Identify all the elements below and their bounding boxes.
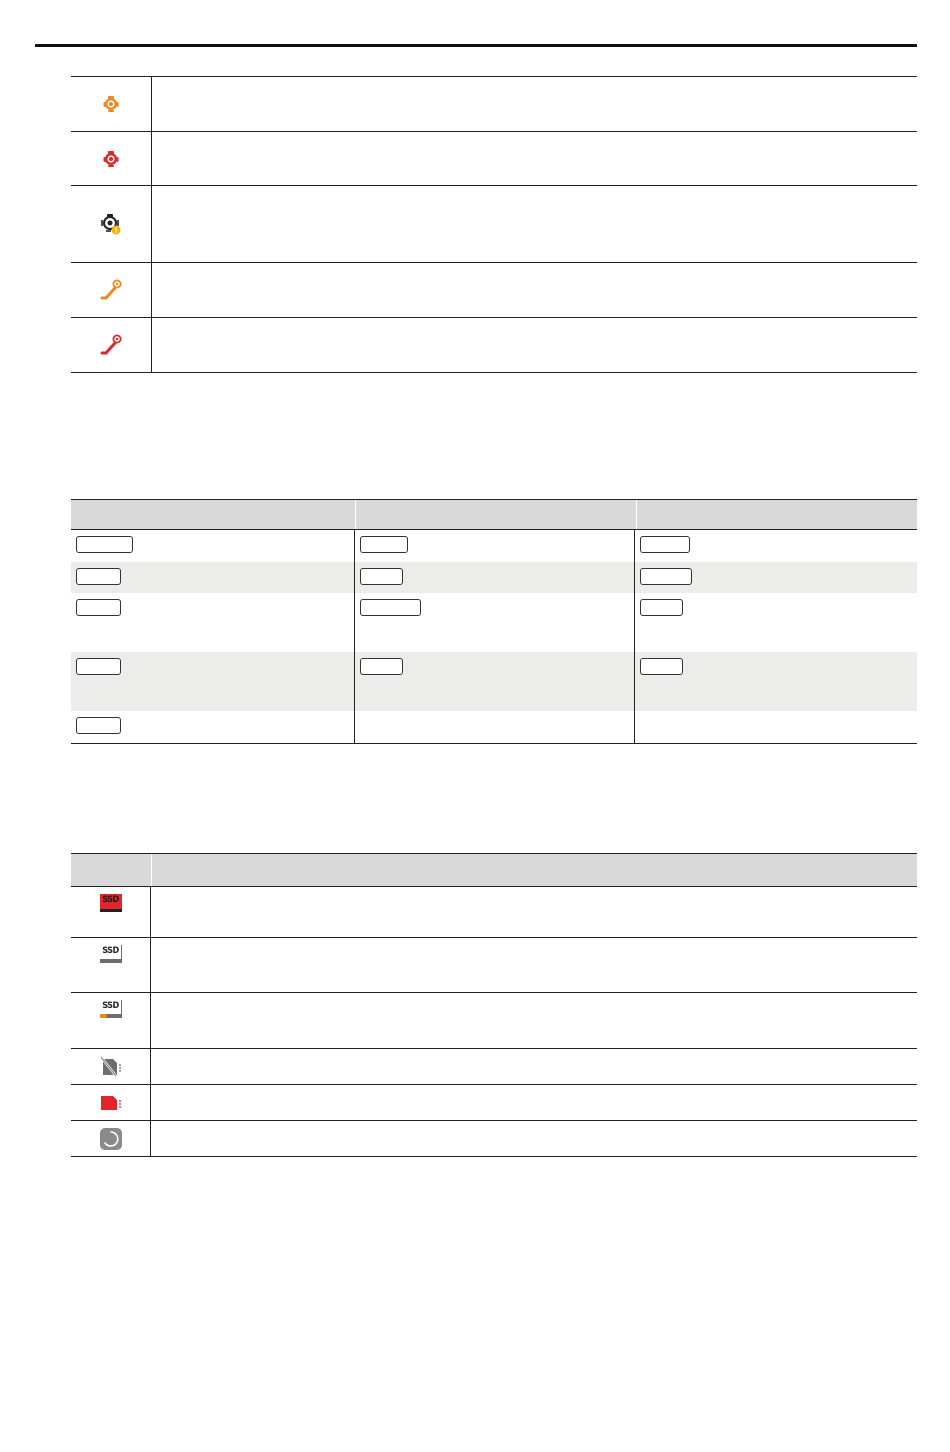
ssd-error-icon: SSD (100, 894, 122, 912)
table-row (71, 887, 917, 938)
empty-cell (635, 711, 917, 743)
description (151, 887, 917, 937)
storage-icon-table (71, 853, 917, 1157)
key-label (360, 536, 408, 553)
table-row (71, 993, 917, 1049)
header-cell (152, 854, 917, 886)
sd-card-none-icon (99, 1055, 123, 1079)
description (152, 132, 917, 185)
gimbal-error-icon (101, 149, 121, 169)
status-icon-table (71, 76, 917, 373)
table-header (71, 499, 917, 530)
description (152, 77, 917, 131)
table-row (71, 938, 917, 993)
key-label (640, 599, 683, 616)
key-label (76, 536, 133, 553)
header-cell (71, 500, 356, 529)
table-row (71, 562, 917, 593)
table-row (71, 652, 917, 711)
key-label (76, 658, 121, 675)
table-row (71, 711, 917, 743)
table-row (71, 1049, 917, 1085)
key-label (360, 658, 403, 675)
header-cell (637, 500, 917, 529)
arm-error-icon (99, 333, 123, 357)
gimbal-warning-icon (101, 94, 121, 114)
description (152, 263, 917, 317)
top-rule (35, 44, 917, 47)
description (151, 938, 917, 992)
table-row (71, 530, 917, 562)
table-header (71, 853, 917, 887)
key-label (640, 658, 683, 675)
arm-warning-icon (99, 278, 123, 302)
key-table (71, 499, 917, 744)
table-row (71, 1121, 917, 1156)
key-label (640, 536, 690, 553)
description (151, 1049, 917, 1084)
table-row (71, 132, 917, 186)
table-row (71, 318, 917, 373)
loading-icon (99, 1127, 123, 1151)
description (152, 318, 917, 372)
key-label (76, 568, 121, 585)
description (151, 1121, 917, 1156)
key-label (76, 599, 121, 616)
table-row (71, 263, 917, 318)
description (151, 1085, 917, 1120)
header-cell (356, 500, 637, 529)
table-row (71, 186, 917, 263)
gimbal-notice-icon (99, 212, 123, 236)
sd-card-error-icon (99, 1091, 123, 1115)
empty-cell (355, 711, 635, 743)
ssd-normal-icon: SSD (100, 945, 122, 963)
table-row (71, 1085, 917, 1121)
table-row (71, 77, 917, 132)
key-label (640, 568, 692, 585)
description (151, 993, 917, 1048)
ssd-writing-icon: SSD (100, 1000, 122, 1018)
key-label (360, 568, 403, 585)
key-label (76, 717, 121, 734)
description (152, 186, 917, 262)
header-cell (71, 854, 152, 886)
key-label (360, 599, 421, 616)
table-row (71, 593, 917, 652)
